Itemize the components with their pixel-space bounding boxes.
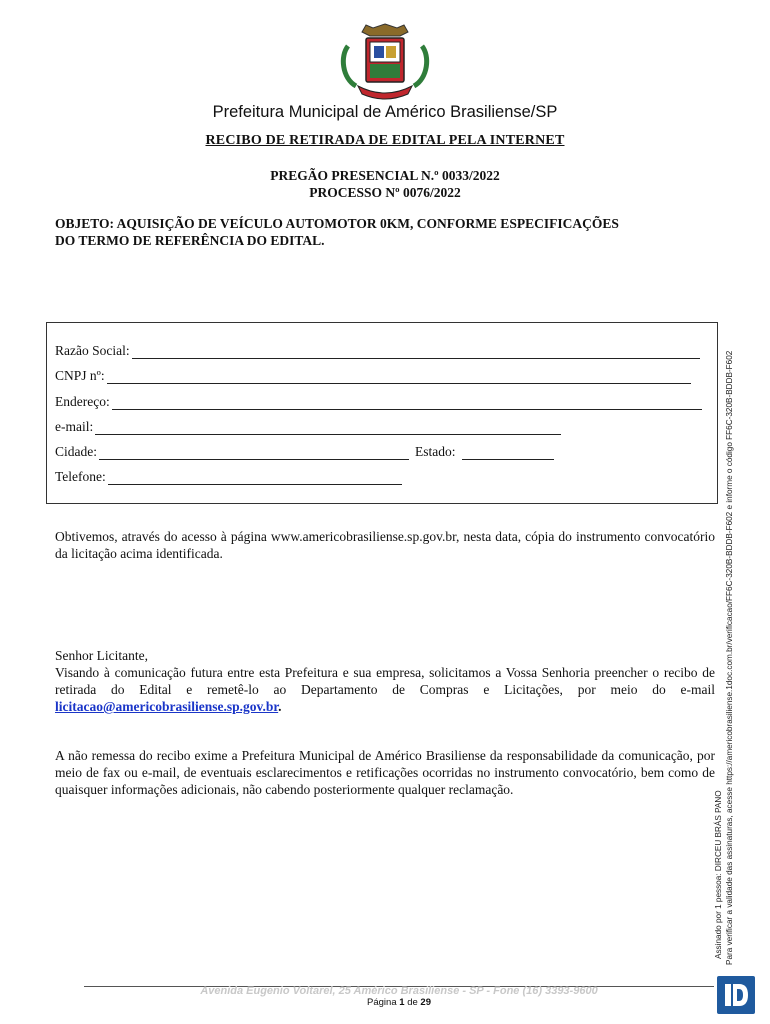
endereco-field[interactable] [112,396,702,410]
email-row [55,419,561,435]
1doc-logo-icon [717,976,755,1014]
telefone-field[interactable] [108,471,402,485]
razao-social-label: Razão Social: [55,343,130,358]
salutation: Senhor Licitante, [55,648,148,663]
pregao-number: PREGÃO PRESENCIAL N.º 0033/2022 [270,168,500,183]
object-description [55,215,715,249]
processo-number: PROCESSO Nº 0076/2022 [309,185,461,200]
page-of: de [407,997,418,1008]
footer-address: Avenida Eugenio Voltarel, 25 Américo Brasiliense - SP - Fone (16) 3393-9600 [200,985,598,997]
email-label: e-mail: [55,419,94,434]
page-total: 29 [420,997,431,1008]
email-field[interactable] [95,421,561,435]
cidade-field[interactable] [99,446,409,460]
verification-text: Para verificar a validade das assinaturas, acesse https://americobrasiliense.1doc.com.br/verificacao/FF6C-320B-BDDB-F602 e informe o código FF6C-320B-BDDB-F602 [725,350,734,965]
cidade-label: Cidade: [55,444,97,459]
access-statement: Obtivemos, através do acesso à página www.americobrasiliense.sp.gov.br, nesta data, cópia do instrumento convocatório da licitação acima identificada. [55,529,715,561]
signature-sidebar [713,351,735,965]
email-link[interactable]: licitacao@americobrasiliense.sp.gov.br [55,699,279,714]
cidade-row [55,444,554,460]
telefone-row [55,469,402,485]
razao-social-row [55,343,700,359]
disclaimer: A não remessa do recibo exime a Prefeitura Municipal de Américo Brasiliense da responsabilidade da comunicação, por meio de fax ou e-mail, de eventuais esclarecimentos e retificações ocorridas no instrumento convocatório, bem como de quaisquer informações adicionais, não cabendo posteriormente qualquer reclamação. [55,748,715,797]
telefone-label: Telefone: [55,469,106,484]
cnpj-row [55,368,691,384]
page-number [84,997,714,1008]
municipality-title: Prefeitura Municipal de Américo Brasiliense/SP [212,103,558,121]
object-line-1: OBJETO: AQUISIÇÃO DE VEÍCULO AUTOMOTOR 0KM, CONFORME ESPECIFICAÇÕES [55,216,619,231]
receipt-title: RECIBO DE RETIRADA DE EDITAL PELA INTERNET [205,133,565,148]
cnpj-label: CNPJ nº: [55,368,105,383]
company-info-form [46,322,718,504]
submission-request-text: Visando à comunicação futura entre esta Prefeitura e sua empresa, solicitamos a Vossa Senhoria preencher o recibo de retirada do Edital e remetê-lo ao Departamento de Compras e Licitações, por meio do e-mail [55,665,715,697]
page-prefix: Página [367,997,397,1008]
page-current: 1 [399,997,405,1008]
coat-of-arms-icon [334,20,436,102]
estado-field[interactable] [462,446,554,460]
object-line-2: DO TERMO DE REFERÊNCIA DO EDITAL. [55,233,325,248]
estado-label: Estado: [415,444,456,459]
endereco-row [55,394,702,410]
submission-request-end: . [278,699,282,714]
razao-social-field[interactable] [132,345,700,359]
cnpj-field[interactable] [107,370,691,384]
1doc-mark-icon [717,976,755,1014]
endereco-label: Endereço: [55,394,110,409]
signed-by-text: Assinado por 1 pessoa: DIRCEU BRÁS PANO [714,790,723,959]
submission-request [55,664,715,715]
procurement-ids [0,167,770,201]
